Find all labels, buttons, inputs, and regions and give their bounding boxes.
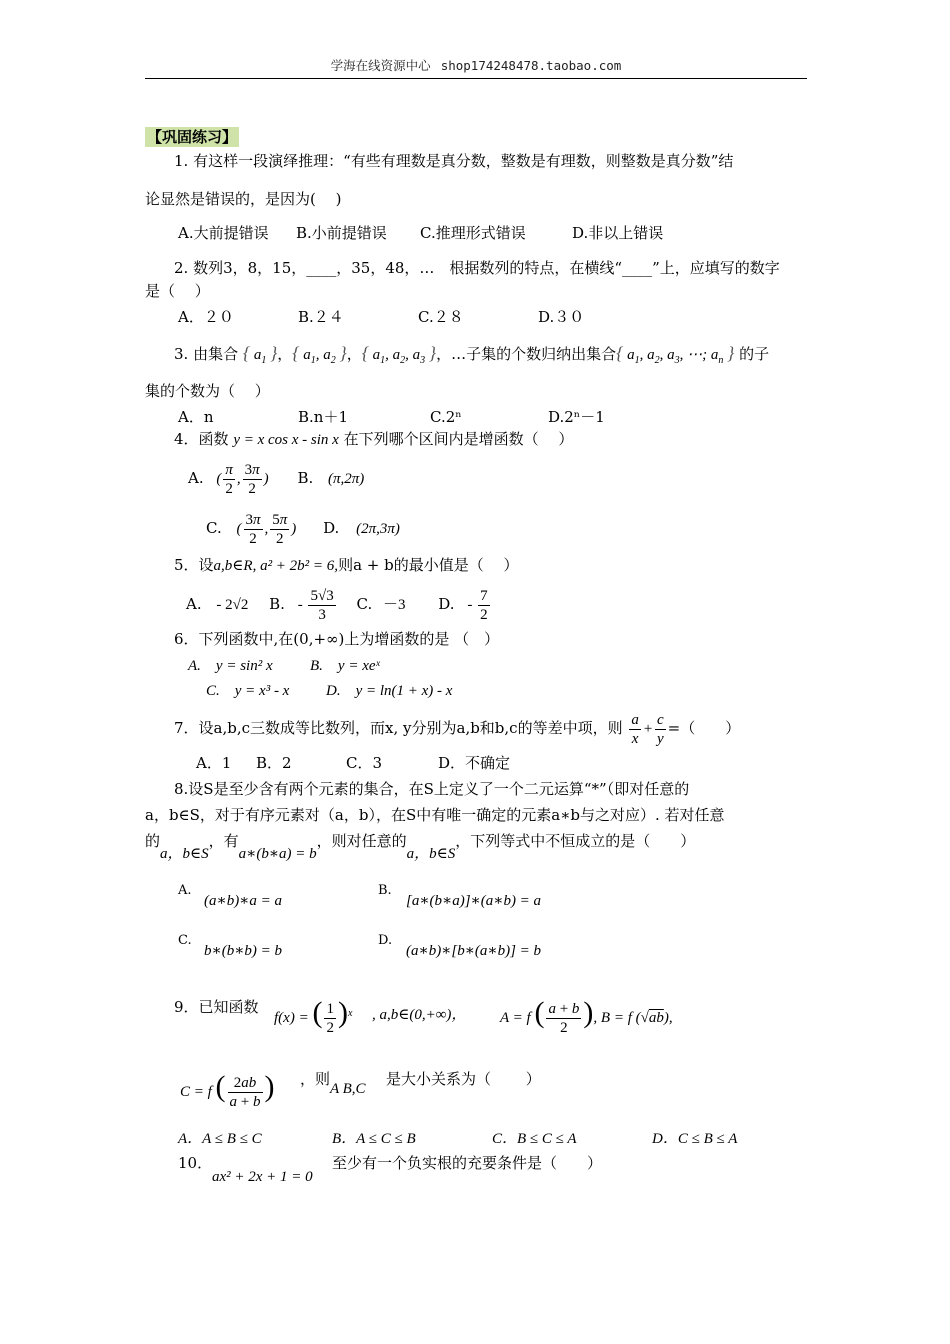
q3-set-n: { $a_1$, $a_2$, $a_3$, ⋯; $a_n$ } [616,343,735,366]
q4-label-c: C. [206,519,222,537]
q9-option-b: B．A ≤ C ≤ B [332,1131,416,1147]
q2-options [178,306,584,328]
q2-option-b: B.２４ [298,308,344,326]
q9-suffix: 是大小关系为（ ） [386,1070,541,1088]
q5-condition: a,b∈R, a² + 2b² = 6, [213,558,339,574]
q5-label-c: C. [356,595,373,613]
q7-text: 7．设a,b,c三数成等比数列，而x, y分别为a,b和b,c的等差中项，则 [174,719,623,737]
q1-option-d: D.非以上错误 [572,224,664,242]
q8-text-e: ，则对任意的 [316,832,407,850]
q4-label-d: D. [323,519,340,537]
q2-option-d: D.３０ [538,308,585,326]
q3-suffix: 的子 [739,345,770,363]
q4-function: y = x cos x - sin x [233,432,339,448]
q4-option-c: ( $\frac{3\pi}{2}$ , $\frac{5\pi}{2}$ ) [236,512,297,548]
q6-option-a: A. y = sin² x [188,658,273,674]
q5-option-b: - $\frac{5√3}{3}$ [297,588,334,624]
page-header [145,56,807,79]
q8-option-c: b∗(b∗b) = b [204,943,283,959]
q3-option-c: C.2ⁿ [430,408,462,426]
q4-option-d: (2π,3π) [356,521,400,537]
header-url: shop174248478.taobao.com [440,58,622,73]
q3-set-3: { $a_1$, $a_2$, $a_3$ } [361,343,437,366]
q5-suffix: 则a + b的最小值是（ ） [338,556,519,574]
q2-option-c: C.２８ [418,308,464,326]
q8-label-d: D. [378,933,393,948]
q8-line3 [145,830,696,862]
q9-option-c: C．B ≤ C ≤ A [492,1131,577,1147]
q3-option-b: B.n＋1 [298,408,348,426]
q3-option-a: A．n [178,408,214,426]
q9-option-d: D．C ≤ B ≤ A [652,1131,738,1147]
q5-option-c: －3 [383,597,406,613]
q8-label-c: C. [178,933,192,948]
q10-equation: ax² + 2x + 1 = 0 [212,1169,313,1185]
q1-line1: 1. 有这样一段演绎推理：“有些有理数是真分数，整数是有理数，则整数是真分数”结 [174,152,734,170]
q7-tail: =（ ） [667,719,741,737]
q9-condition: , a,b∈(0,+∞)， [372,1007,467,1023]
q3-line2: 集的个数为（ ） [145,382,270,400]
q5-options [186,582,492,627]
q7-option-c: C．3 [346,754,383,772]
q2-line1: 2. 数列3，8，15，____，35，48，… 根据数列的特点，在横线“____”上，应填写的数字 [174,259,780,277]
q9-function: f(x) = ( $\frac{1}{2}$ )$^x$ [274,996,353,1037]
q9-options [178,1128,737,1150]
header-title: 学海在线资源中心 [330,58,431,73]
q10-suffix: 至少有一个负实根的充要条件是（ ） [332,1154,603,1172]
q4-prefix: 4．函数 [174,430,229,448]
q8-label-a: A. [178,883,192,898]
q4-label-b: B. [297,469,314,487]
q6-option-b: B. y = xeˣ [310,658,380,674]
q7-option-d: D．不确定 [438,754,511,772]
q8-line2: a，b∈S，对于有序元素对（a，b），在S中有唯一确定的元素a∗b与之对应）. 若对任意 [145,806,725,824]
q5-option-d: - $\frac{7}{2}$ [467,588,488,624]
q9-then: ，则 [300,1070,331,1088]
q3-set-1: { $a_1$ } [242,343,278,366]
q4-row-ab [188,456,364,501]
q2-line2: 是（ ） [145,282,210,300]
q5-label-a: A. [186,595,202,613]
q4-option-a: ( $\frac{\pi}{2}$ , $\frac{3\pi}{2}$ ) [216,462,269,498]
q9-def-a: A = f ( $\frac{a + b}{2}$ ), B = f (√ab), [500,996,673,1037]
q9-abc: A B,C [330,1081,366,1097]
q8-identity: a∗(b∗a) = b [238,846,317,862]
q9-option-a: A．A ≤ B ≤ C [178,1131,262,1147]
q7-options [196,752,510,774]
q4-suffix: 在下列哪个区间内是增函数（ ） [343,430,574,448]
q3-options [178,406,605,428]
q9-def-c: C = f ( $\frac{2ab}{a + b}$ ) [180,1070,275,1111]
q3-prefix: 3. 由集合 [174,345,239,363]
q3-set-2: { $a_1$, $a_2$ } [292,343,347,366]
q4-label-a: A. [188,469,204,487]
q1-option-a: A.大前提错误 [178,224,269,242]
q10-prefix: 10． [178,1154,213,1172]
q8-text-g: ，下列等式中不恒成立的是（ ） [455,832,696,850]
q1-option-c: C.推理形式错误 [420,224,526,242]
q6-row-cd [206,679,452,702]
q1-option-b: B.小前提错误 [296,224,387,242]
q3-line1: 3. 由集合 { $a_1$ }，{ $a_1$, $a_2$ }，{ $a_1$, $a_2$, $a_3$ }，…子集的个数归纳出集合{ $a_1$, $a_2$, $a_3$, ⋯; $a_n$ } 的子 [174,343,770,366]
q3-option-d: D.2ⁿ－1 [548,408,605,426]
q8-set-ab-2: a，b∈S [406,846,456,862]
q8-option-a: (a∗b)∗a = a [204,893,283,909]
q8-text-a: 的 [145,832,161,850]
q3-mid: ，…子集的个数归纳出集合 [436,345,617,363]
q8-line1: 8.设S是至少含有两个元素的集合，在S上定义了一个二元运算“*”（即对任意的 [174,780,690,798]
q7-stem [174,706,740,751]
q5-option-a: - 2√2 [216,597,249,613]
q2-option-a: A．２０ [178,308,234,326]
q5-label-d: D. [438,595,455,613]
q1-options [178,222,663,244]
q8-option-d: (a∗b)∗[b∗(a∗b)] = b [406,943,542,959]
q1-line2: 论显然是错误的，是因为( ) [145,190,342,208]
q8-label-b: B. [378,883,392,898]
q4-stem [174,428,573,451]
q5-prefix: 5．设 [174,556,214,574]
q4-row-cd [206,506,400,551]
q8-option-b: [a∗(b∗a)]∗(a∗b) = a [406,893,542,909]
q6-option-c: C. y = x³ - x [206,683,290,699]
q8-set-ab-1: a，b∈S [160,846,209,862]
q6-row-ab [188,654,380,677]
q7-option-b: B．2 [256,754,292,772]
q6-option-d: D. y = ln(1 + x) - x [326,683,453,699]
q5-label-b: B. [269,595,285,613]
q5-stem [174,554,518,577]
q9-prefix: 9．已知函数 [174,998,259,1016]
q7-option-a: A．1 [196,754,232,772]
q7-expression: $\frac{a}{x}$ + $\frac{c}{y}$ [631,712,664,748]
section-title: 【巩固练习】 [147,128,238,146]
q8-text-c: ，有 [208,832,239,850]
q6-stem: 6．下列函数中,在(0,+∞)上为增函数的是 （ ） [174,630,500,648]
q4-option-b: (π,2π) [328,471,365,487]
